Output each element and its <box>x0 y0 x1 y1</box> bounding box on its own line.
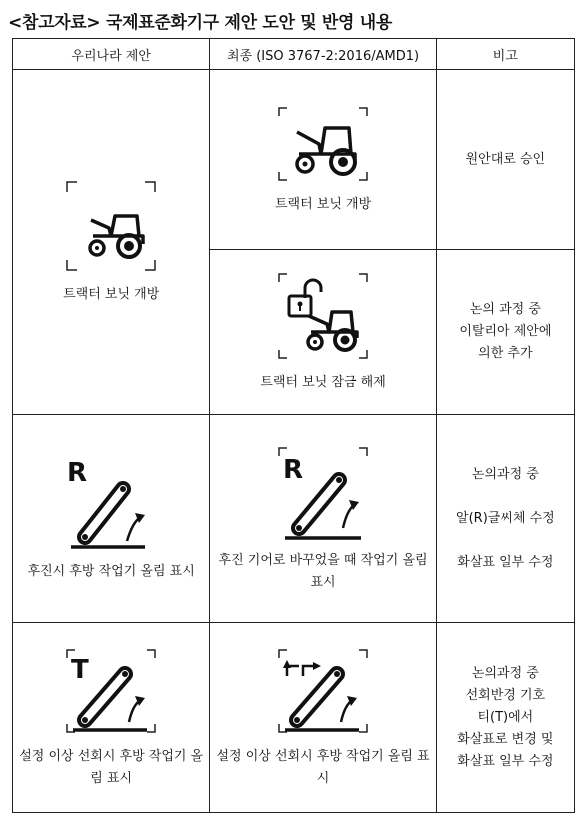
proposal-table <box>12 38 575 813</box>
tractor-bonnet-open-icon <box>63 178 159 274</box>
table-row <box>13 415 575 623</box>
turn-implement-raise-icon <box>63 646 159 736</box>
cell-kr-reverse-raise <box>13 415 210 623</box>
final-bonnet-unlock-caption: 트랙터 보닛 잠금 해제 <box>260 375 386 390</box>
cell-final-bonnet-open <box>210 70 436 250</box>
note-turn-raise: 논의과정 중 선회반경 기호 티(T)에서 화살표로 변경 및 화살표 일부 수정 <box>436 623 574 813</box>
header-final-iso: 최종 (ISO 3767-2:2016/AMD1) <box>210 39 436 70</box>
final-turn-raise-caption: 설정 이상 선회시 후방 작업기 올림 표시 <box>216 748 430 786</box>
table-row <box>13 623 575 813</box>
cell-kr-turn-raise <box>13 623 210 813</box>
reverse-implement-raise-icon <box>63 455 159 551</box>
final-reverse-raise-caption: 후진 기어로 바꾸었을 때 작업기 올림 표시 <box>218 552 428 590</box>
cell-final-turn-raise <box>210 623 436 813</box>
cell-kr-bonnet-open <box>13 70 210 415</box>
cell-final-reverse-raise <box>210 415 436 623</box>
note-reverse-raise: 논의과정 중 알(R)글씨체 수정 화살표 일부 수정 <box>436 415 574 623</box>
note-bonnet-unlock: 논의 과정 중 이탈리아 제안에 의한 추가 <box>436 250 574 415</box>
svg-text:T: T <box>71 654 89 685</box>
kr-turn-raise-caption: 설정 이상 선회시 후방 작업기 올림 표시 <box>19 748 204 786</box>
tractor-bonnet-open-icon <box>275 104 371 184</box>
header-korea-proposal: 우리나라 제안 <box>13 39 210 70</box>
cell-final-bonnet-unlock <box>210 250 436 415</box>
kr-bonnet-open-caption: 트랙터 보닛 개방 <box>63 287 160 302</box>
final-bonnet-open-caption: 트랙터 보닛 개방 <box>274 196 372 212</box>
svg-text:R: R <box>67 457 88 488</box>
page-title: <참고자료> 국제표준화기구 제안 도안 및 반영 내용 <box>8 13 393 33</box>
svg-text:R: R <box>283 454 304 485</box>
turn-arrows-implement-raise-icon <box>275 646 371 736</box>
tractor-bonnet-unlock-icon <box>275 270 371 362</box>
table-header-row <box>13 39 575 70</box>
reverse-gear-implement-raise-icon <box>275 444 371 540</box>
kr-reverse-raise-caption: 후진시 후방 작업기 올림 표시 <box>27 563 195 579</box>
table-row <box>13 70 575 250</box>
header-remarks: 비고 <box>436 39 574 70</box>
note-bonnet-open: 원안대로 승인 <box>436 70 574 250</box>
